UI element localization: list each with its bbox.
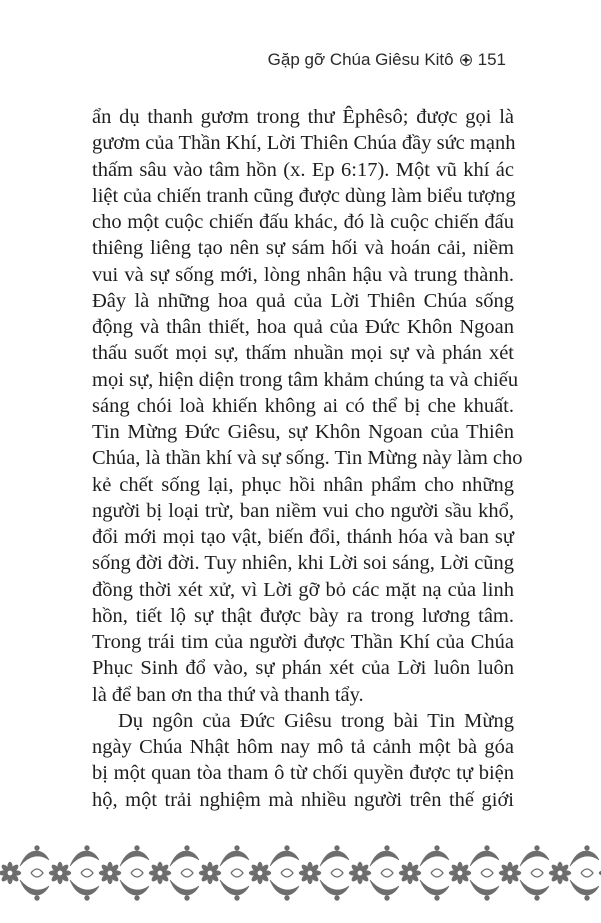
cross-icon xyxy=(460,54,472,66)
ornament-motif xyxy=(149,846,199,900)
text-line: động và thân thiết, hoa quả của Đức Khôn Ngoan xyxy=(92,316,514,338)
text-line: ẩn dụ thanh gươm trong thư Êphêsô; được gọi là xyxy=(92,106,514,128)
paragraph xyxy=(92,104,523,708)
text-line: bị một quan tòa tham ô từ chối quyền được tự biện xyxy=(92,762,514,785)
text-line: người bị loại trừ, ban niềm vui cho người sầu khổ, xyxy=(92,499,514,522)
text-line: đổi mới mọi tạo vật, biến đổi, thánh hóa và ban sự xyxy=(92,526,514,548)
text-line: kẻ chết sống lại, phục hồi nhân phẩm cho những xyxy=(92,473,514,496)
ornament-motif xyxy=(199,846,249,900)
ornament-motif xyxy=(549,846,599,900)
text-line: sáng chói loà khiến không ai có thể bị che khuất. xyxy=(92,394,514,417)
ornament-motif xyxy=(249,846,299,900)
text-line: ngày Chúa Nhật hôm nay mô tả cảnh một bà góa xyxy=(92,736,514,758)
text-line: vui và sự sống mới, lòng nhân hậu và trung thành. xyxy=(92,263,514,286)
ornament-motif xyxy=(449,846,499,900)
text-line: Dụ ngôn của Đức Giêsu trong bài Tin Mừng xyxy=(118,709,514,732)
ornament-motif xyxy=(0,846,49,900)
text-line: là để ban ơn tha thứ và thanh tẩy. xyxy=(92,683,364,706)
text-line: hộ, một trải nghiệm mà nhiều người trên thế giới xyxy=(92,788,514,811)
text-line: liệt của chiến tranh cũng được dùng làm biểu tượng xyxy=(92,184,516,207)
ornament-motif xyxy=(399,846,449,900)
ornament-motif xyxy=(99,846,149,900)
text-line: sống đời đời. Tuy nhiên, khi Lời soi sáng, Lời cũng xyxy=(92,552,515,575)
page-number: 151 xyxy=(477,50,506,69)
running-header xyxy=(268,50,506,70)
text-line: Chúa, là thần khí và sự sống. Tin Mừng này làm cho xyxy=(92,447,523,470)
text-line: Phục Sinh đổ vào, sự phán xét của Lời luôn luôn xyxy=(92,657,514,680)
ornament-motif xyxy=(299,846,349,900)
text-line: gươm của Thần Khí, Lời Thiên Chúa đầy sức mạnh xyxy=(92,132,516,155)
text-line: đồng thời xét xử, vì Lời gỡ bỏ các mặt nạ của linh xyxy=(92,578,514,601)
text-line: thấu suốt mọi sự, thấm nhuần mọi sự và phán xét xyxy=(92,342,514,365)
text-line: mọi sự, hiện diện trong tâm khảm chúng ta và chiếu xyxy=(92,368,519,391)
bottom-margin xyxy=(0,904,601,923)
text-line: Tin Mừng Đức Giêsu, sự Khôn Ngoan của Thiên xyxy=(92,421,514,443)
text-line: hồn, tiết lộ sự thật được bày ra trong lương tâm. xyxy=(92,604,514,627)
paragraph xyxy=(92,708,514,813)
ornament-motif xyxy=(499,846,549,900)
text-line: cho một cuộc chiến đấu khác, đó là cuộc chiến đấu xyxy=(92,211,514,233)
text-line: Đây là những hoa quả của Lời Thiên Chúa sống xyxy=(92,289,514,312)
text-line: thấm sâu vào tâm hồn (x. Ep 6:17). Một vũ khí ác xyxy=(92,158,514,181)
ornament-motif xyxy=(49,846,99,900)
body-text xyxy=(92,104,523,813)
book-title: Gặp gỡ Chúa Giêsu Kitô xyxy=(267,50,454,69)
text-line: thiêng liêng tạo nên sự sám hối và hoán cải, niềm xyxy=(92,237,514,260)
text-line: Trong trái tim của người được Thần Khí của Chúa xyxy=(92,631,514,653)
ornament-motif xyxy=(349,846,399,900)
floral-ornament-icon xyxy=(0,842,601,904)
